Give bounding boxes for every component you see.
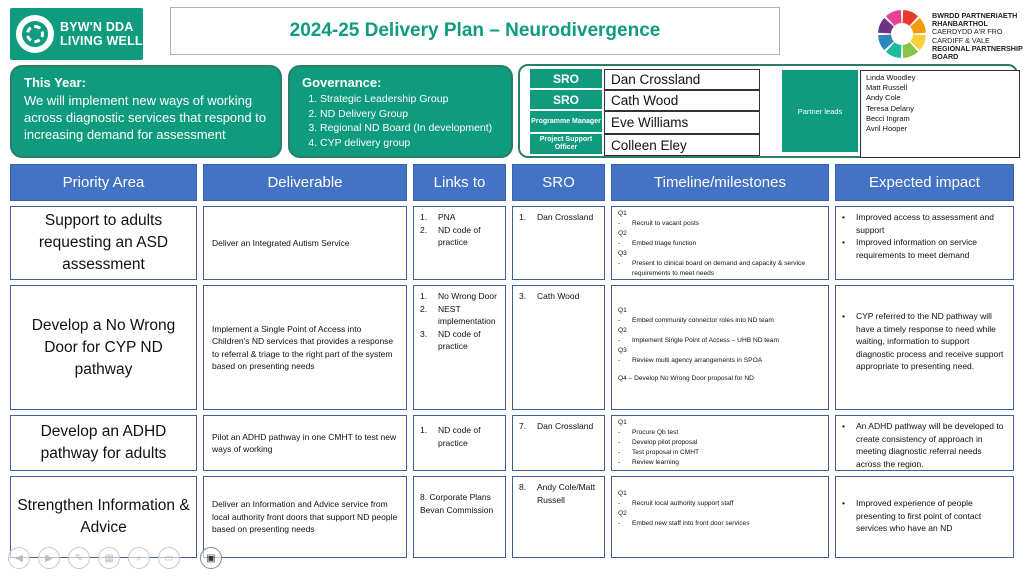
timeline-cell: Q1 - Recruit local authority support staff Q2 - Embed new staff into front door services (611, 476, 829, 558)
link-item: 2. ND code of practice (420, 224, 481, 247)
arrow-left-icon: ◀ (15, 552, 23, 564)
living-well-logo-text: BYW'N DDA LIVING WELL (60, 20, 143, 48)
camera-icon: ▣ (206, 552, 216, 564)
header-priority-area: Priority Area (10, 164, 197, 201)
priority-area-cell: Develop an ADHD pathway for adults (10, 415, 197, 471)
living-well-ring-icon (16, 15, 54, 53)
links-to-cell (413, 285, 506, 410)
governance-heading: Governance: (302, 75, 382, 90)
role-label: SRO (530, 90, 602, 109)
link-item: 8. Corporate Plans Bevan Commission (420, 492, 494, 515)
role-label: Programme Manager (530, 111, 602, 132)
role-row-project-support-officer (530, 134, 760, 154)
partner-lead-name: Andy Cole (866, 93, 901, 103)
sro-cell: 7. Dan Crossland (512, 415, 605, 471)
governance-item: 1. Strategic Leadership Group (320, 92, 499, 107)
governance-box (288, 65, 513, 158)
deliverable-cell: Implement a Single Point of Access into Children's ND services that provides a response to referral & triage to the right part of the system based on presenting needs (203, 285, 407, 410)
camera-button[interactable] (200, 547, 222, 569)
expected-impact-cell: • CYP referred to the ND pathway will have a timely response to need while waiting, information to support diagnostic process and receive support appropriate to presenting need. (835, 285, 1014, 410)
expected-impact-cell: • Improved access to assessment and support • Improved information on service requirements to meet demand (835, 206, 1014, 280)
subtitles-button[interactable] (158, 547, 180, 569)
partner-lead-name: Linda Woodley (866, 73, 916, 82)
governance-list (302, 92, 499, 150)
link-item: 2. NEST implementation (420, 303, 496, 326)
sro-cell: 1. Dan Crossland (512, 206, 605, 280)
previous-slide-button[interactable] (8, 547, 30, 569)
role-value: Cath Wood (604, 90, 760, 111)
regional-partnership-wheel-icon (874, 8, 930, 60)
role-row-sro-1 (530, 69, 760, 88)
links-to-cell (413, 415, 506, 471)
role-label: Project Support Officer (530, 134, 602, 154)
see-all-slides-button[interactable] (98, 547, 120, 569)
header-sro: SRO (512, 164, 605, 201)
partner-lead-name: Avril Hooper (866, 124, 908, 134)
link-item: 3. ND code of practice (420, 328, 481, 351)
expected-impact-cell: • Improved experience of people presenting to first point of contact services who have an ND (835, 476, 1014, 558)
governance-item: 4. CYP delivery group (320, 136, 499, 151)
header-deliverable: Deliverable (203, 164, 407, 201)
this-year-box (10, 65, 282, 158)
header-links-to: Links to (413, 164, 506, 201)
timeline-cell: Q1 - Embed community connector roles into ND team Q2 - Implement Single Point of Access – UHB ND team Q3 - Review multi agency arrangements in SPOA Q4 – Develop No Wrong Door proposal for ND (611, 285, 829, 410)
slide-title: 2024-25 Delivery Plan – Neurodivergence (289, 20, 661, 41)
header-expected-impact: Expected impact (835, 164, 1014, 201)
links-to-cell (413, 206, 506, 280)
deliverable-cell: Deliver an Integrated Autism Service (203, 206, 407, 280)
role-label: SRO (530, 69, 602, 88)
deliverable-cell: Pilot an ADHD pathway in one CMHT to test new ways of working (203, 415, 407, 471)
link-item: 1. ND code of practice (420, 425, 481, 448)
links-to-cell (413, 476, 506, 558)
role-value: Eve Williams (604, 111, 760, 134)
governance-item: 3. Regional ND Board (In development) (320, 121, 499, 136)
partner-lead-name: Teresa Delany (866, 103, 914, 113)
this-year-heading: This Year: (24, 75, 86, 90)
subtitles-icon: ▭ (164, 552, 174, 564)
partner-leads-label: Partner leads (782, 70, 858, 152)
arrow-right-icon: ▶ (45, 552, 53, 564)
sro-cell: 8. Andy Cole/Matt Russell (512, 476, 605, 558)
living-well-logo (10, 8, 143, 60)
partner-lead-name: Matt Russell (866, 83, 908, 93)
pen-icon: ✎ (74, 552, 84, 564)
regional-partnership-board-logo-text: BWRDD PARTNERIAETH RHANBARTHOL CAERDYDD A'R FRO CARDIFF & VALE REGIONAL PARTNERSHIP BOARD (932, 11, 1023, 62)
timeline-cell: Q1 - Procure Qb test - Develop pilot proposal - Test proposal in CMHT - Review learning (611, 415, 829, 471)
deliverable-cell: Deliver an Information and Advice service from local authority front doors that support ND people based on presenting needs (203, 476, 407, 558)
priority-area-cell: Support to adults requesting an ASD assessment (10, 206, 197, 280)
zoom-button[interactable] (128, 547, 150, 569)
role-value: Dan Crossland (604, 69, 760, 90)
governance-item: 2. ND Delivery Group (320, 107, 499, 122)
slide-title-box (170, 7, 780, 55)
next-slide-button[interactable] (38, 547, 60, 569)
role-row-programme-manager (530, 111, 760, 132)
magnifier-icon: ⌕ (136, 552, 142, 564)
expected-impact-cell: • An ADHD pathway will be developed to create consistency of approach in meeting diagnostic referral needs across the region. (835, 415, 1014, 471)
priority-area-cell: Strengthen Information & Advice (10, 476, 197, 558)
header-timeline: Timeline/milestones (611, 164, 829, 201)
partner-leads-list (860, 70, 1020, 158)
link-item: 1. PNA (420, 212, 456, 222)
priority-area-cell: Develop a No Wrong Door for CYP ND pathway (10, 285, 197, 410)
pen-tool-button[interactable] (68, 547, 90, 569)
sro-cell: 3. Cath Wood (512, 285, 605, 410)
partner-lead-name: Becci Ingram (866, 113, 910, 123)
slides-grid-icon: ▦ (104, 552, 114, 564)
timeline-cell: Q1 - Recruit to vacant posts Q2 - Embed triage function Q3 - Present to clinical board on demand and capacity & service requirements to meet needs (611, 206, 829, 280)
roles-box (518, 64, 1018, 158)
this-year-text: We will implement new ways of working across diagnostic services that respond to increasing demand for assessment (24, 93, 267, 142)
role-value: Colleen Eley (604, 134, 760, 156)
role-row-sro-2 (530, 90, 760, 109)
link-item: 1. No Wrong Door (420, 291, 497, 301)
